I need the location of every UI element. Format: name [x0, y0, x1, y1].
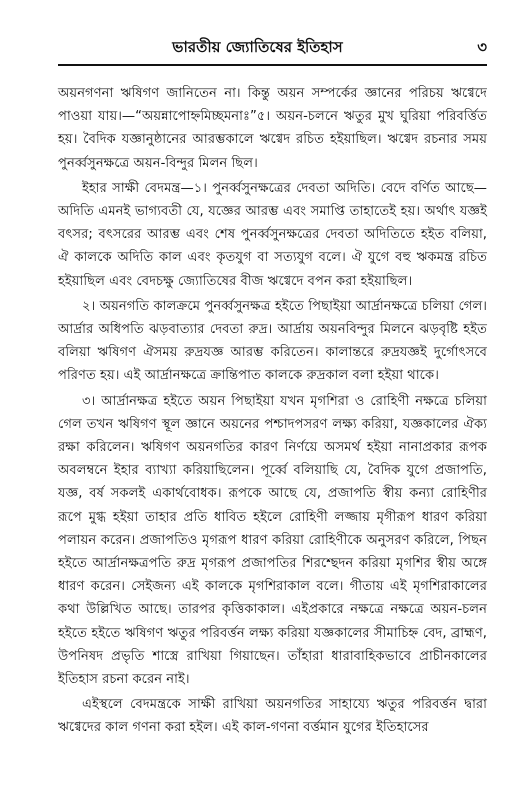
paragraph-1: অয়নগণনা ঋষিগণ জানিতেন না। কিন্তু অয়ন সম্পর্কের জ্ঞানের পরিচয় ঋগ্বেদে পাওয়া যায়।—“অয়ন্নাপোহ্নমিচ্ছমনাঃ”৫। অয়ন-চলনে ঋতুর মুখ ঘুরিয়া পরিবর্ত্তিত হয়। বৈদিক যজ্ঞানুষ্ঠানের আরম্ভকালে ঋগ্বেদ রচিত হইয়াছিল। ঋগ্বেদ রচনার সময় পুনর্ব্বসুনক্ষত্রে অয়ন-বিন্দুর মিলন ছিল।: [58, 86, 487, 171]
paragraph-2: ইহার সাক্ষী বেদমন্ত্র—১। পুনর্ব্বসুনক্ষত্রের দেবতা অদিতি। বেদে বর্ণিত আছে—অদিতি এমনই ভাগ্যবতী যে, যজ্ঞের আরম্ভ এবং সমাপ্তি তাহাতেই হয়। অর্থাৎ যজ্ঞই বৎসর; বৎসরের আরম্ভ এবং শেষ পুনর্ব্বসুনক্ষত্রের দেবতা অদিতিতে হইত বলিয়া, ঐ কালকে অদিতি কাল এবং কৃতযুগ বা সত্যযুগ বলে। ঐ যুগে বহু ঋকমন্ত্র রচিত হইয়াছিল এবং বেদচক্ষু জ্যোতিষের বীজ ঋগ্বেদে বপন করা হইয়াছিল।: [58, 180, 487, 289]
running-title: ভারতীয় জ্যোতিষের ইতিহাস: [172, 38, 343, 56]
page-number: ৩: [477, 38, 487, 56]
page-header: [58, 36, 487, 60]
page-body: [58, 82, 487, 740]
paragraph-4: ৩। আর্দ্রানক্ষত্র হইতে অয়ন পিছাইয়া যখন মৃগশিরা ও রোহিণী নক্ষত্রে চলিয়া গেল তখন ঋষিগণ স্থূল জ্ঞানে অয়নের পশ্চাদপসরণ লক্ষ্য করিয়া, যজ্ঞকালের ঐক্য রক্ষা করিলেন। ঋষিগণ অয়নগতির কারণ নির্ণয়ে অসমর্থ হইয়া নানাপ্রকার রূপক অবলম্বনে ইহার ব্যাখ্যা করিয়াছিলেন। পূর্ব্বে বলিয়াছি যে, বৈদিক যুগে প্রজাপতি, যজ্ঞ, বর্ষ সকলই একার্থবোধক। রূপকে আছে যে, প্রজাপতি স্বীয় কন্যা রোহিণীর রূপে মুগ্ধ হইয়া তাহার প্রতি ধাবিত হইলে রোহিণী লজ্জায় মৃগীরূপ ধারণ করিয়া পলায়ন করেন। প্রজাপতিও মৃগরূপ ধারণ করিয়া রোহিণীকে অনুসরণ করিলে, পিছন হইতে আর্দ্রানক্ষত্রপতি রুদ্র মৃগরূপ প্রজাপতির শিরশ্ছেদন করিয়া মৃগশির স্বীয় অঙ্গে ধারণ করেন। সেইজন্য এই কালকে মৃগশিরাকাল বলে। গীতায় এই মৃগশিরাকালের কথা উল্লিখিত আছে। তারপর কৃত্তিকাকাল। এইপ্রকারে নক্ষত্রে নক্ষত্রে অয়ন-চলন হইতে হইতে ঋষিগণ ঋতুর পরিবর্ত্তন লক্ষ্য করিয়া যজ্ঞকালের সীমাচিহ্ন বেদ, ব্রাহ্মণ, উপনিষদ প্রভৃতি শাস্ত্রে রাখিয়া গিয়াছেন। তাঁহারা ধারাবাহিকভাবে প্রাচীনকালের ইতিহাস রচনা করেন নাই।: [58, 393, 487, 688]
paragraph-5: এইস্থলে বেদমন্ত্রকে সাক্ষী রাখিয়া অয়নগতির সাহায্যে ঋতুর পরিবর্ত্তন দ্বারা ঋগ্বেদের কাল গণনা করা হইল। এই কাল-গণনা বর্ত্তমান যুগের ইতিহাসের: [58, 697, 487, 736]
paragraph-3: ২। অয়নগতি কালক্রমে পুনর্ব্বসুনক্ষত্র হইতে পিছাইয়া আর্দ্রানক্ষত্রে চলিয়া গেল। আর্দ্রার অধিপতি ঝড়বাত্যার দেবতা রুদ্র। আর্দ্রায় অয়নবিন্দুর মিলনে ঝড়বৃষ্টি হইত বলিয়া ঋষিগণ ঐসময় রুদ্রযজ্ঞ আরম্ভ করিতেন। কালান্তরে রুদ্রযজ্ঞই দুর্গোৎসবে পরিণত হয়। এই আর্দ্রানক্ষত্রে ক্রান্তিপাত কালকে রুদ্রকাল বলা হইয়া থাকে।: [58, 298, 487, 384]
header-rule: [58, 64, 487, 66]
